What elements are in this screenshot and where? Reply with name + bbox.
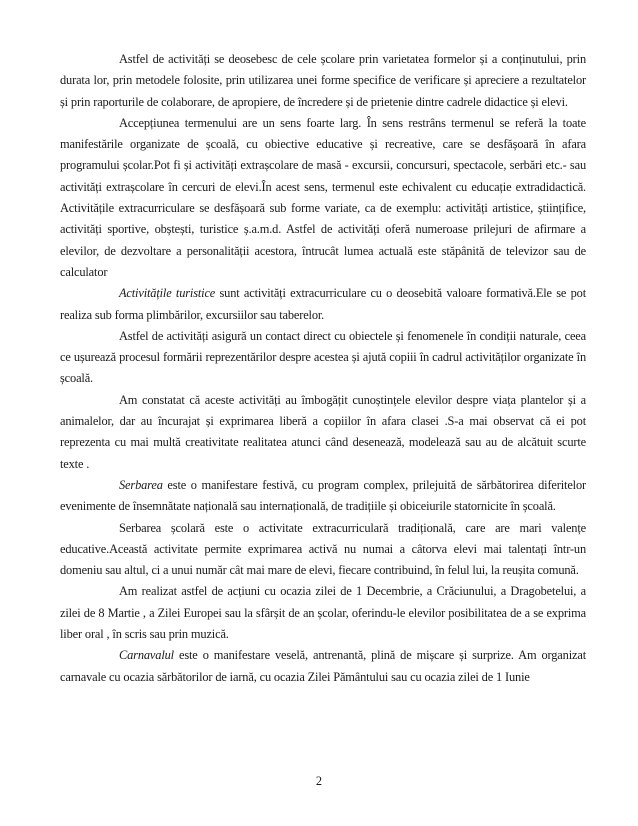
page-number: 2 (315, 774, 323, 788)
paragraph-5 (60, 390, 586, 475)
paragraph-3 (60, 283, 586, 326)
paragraph-lead-italic: Activitățile turistice (119, 286, 216, 301)
paragraph-text: sunt activități extracurriculare cu o deosebită valoare formativă.Ele se pot realiza sub forma plimbărilor, excursiilor sau taberelor. (60, 286, 586, 322)
paragraph-7 (60, 518, 586, 582)
paragraph-8 (60, 581, 586, 645)
paragraph-text: Accepțiunea termenului are un sens foarte larg. În sens restrâns termenul se referă la toate manifestările organizate de școală, cu obiective educative și recreative, care se desfășoară în afara programului școlar.Pot fi și activități extrașcolare de masă - excursii, concursuri, spectacole, serbări etc.- sau activități extrașcolare în cercuri de elevi.În acest sens, termenul este echivalent cu educație extradidactică. Activitățile extracurriculare se desfășoară sub forme variate, ca de exemplu: activități artistice, științifice, activități sportive, obștești, turistice ș.a.m.d. Astfel de activități oferă numeroase prilejuri de afirmare a elevilor, de dezvoltare a personalității acestora, întrucât lumea actuală este stăpânită de televizor sau de calculator (60, 115, 586, 279)
paragraph-6 (60, 475, 586, 518)
paragraph-text: Astfel de activități asigură un contact direct cu obiectele și fenomenele în condiții naturale, ceea ce ușurează procesul formării reprezentărilor despre acestea și ajută copiii în cadrul activităților organizate în școală. (60, 328, 586, 386)
paragraph-text: Astfel de activități se deosebesc de cele școlare prin varietatea formelor și a conținutului, prin durata lor, prin metodele folosite, prin utilizarea unei forme specifice de verificare și apreciere a rezultatelor și prin raporturile de colaborare, de apropiere, de încredere și de prietenie dintre cadrele didactice și elevi. (60, 52, 586, 109)
paragraph-2 (60, 113, 586, 283)
paragraph-4 (60, 326, 586, 390)
paragraph-text: Am constatat că aceste activități au îmbogățit cunoștințele elevilor despre viața plantelor și a animalelor, dar au încurajat și exprimarea liberă a copiilor în afara clasei .S-a mai observat că ei pot reprezenta cu mai multă creativitate realitatea atunci când desenează, modelează sau au de alcătuit scurte texte . (60, 392, 586, 471)
paragraph-text: este o manifestare festivă, cu program complex, prilejuită de sărbătorirea diferitelor evenimente de însemnătate națională sau internațională, de tradițiile și obiceiurile statornicite în școală. (60, 477, 586, 514)
paragraph-text: Serbarea școlară este o activitate extracurriculară tradițională, care are mari valențe educative.Această activitate permite exprimarea activă nu numai a câtorva elevi mai talentați într-un domeniu sau altul, ci a unui număr cât mai mare de elevi, fiecare contribuind, în felul lui, la reușita comună. (60, 520, 586, 578)
paragraph-9 (60, 645, 586, 688)
paragraph-text: Am realizat astfel de acțiuni cu ocazia zilei de 1 Decembrie, a Crăciunului, a Dragobetelui, a zilei de 8 Martie , a Zilei Europei sau la sfârșit de an școlar, oferindu-le elevilor posibilitatea de a se exprima liber oral , în scris sau prin muzică. (60, 584, 586, 642)
paragraph-lead-italic: Serbarea (119, 477, 163, 492)
paragraph-1 (60, 49, 586, 113)
paragraph-text: este o manifestare veselă, antrenantă, plină de mișcare și surprize. Am organizat carnavale cu ocazia sărbătorilor de iarnă, cu ocazia Zilei Pământului sau cu ocazia zilei de 1 Iunie (60, 648, 586, 684)
paragraph-lead-italic: Carnavalul (119, 648, 174, 663)
